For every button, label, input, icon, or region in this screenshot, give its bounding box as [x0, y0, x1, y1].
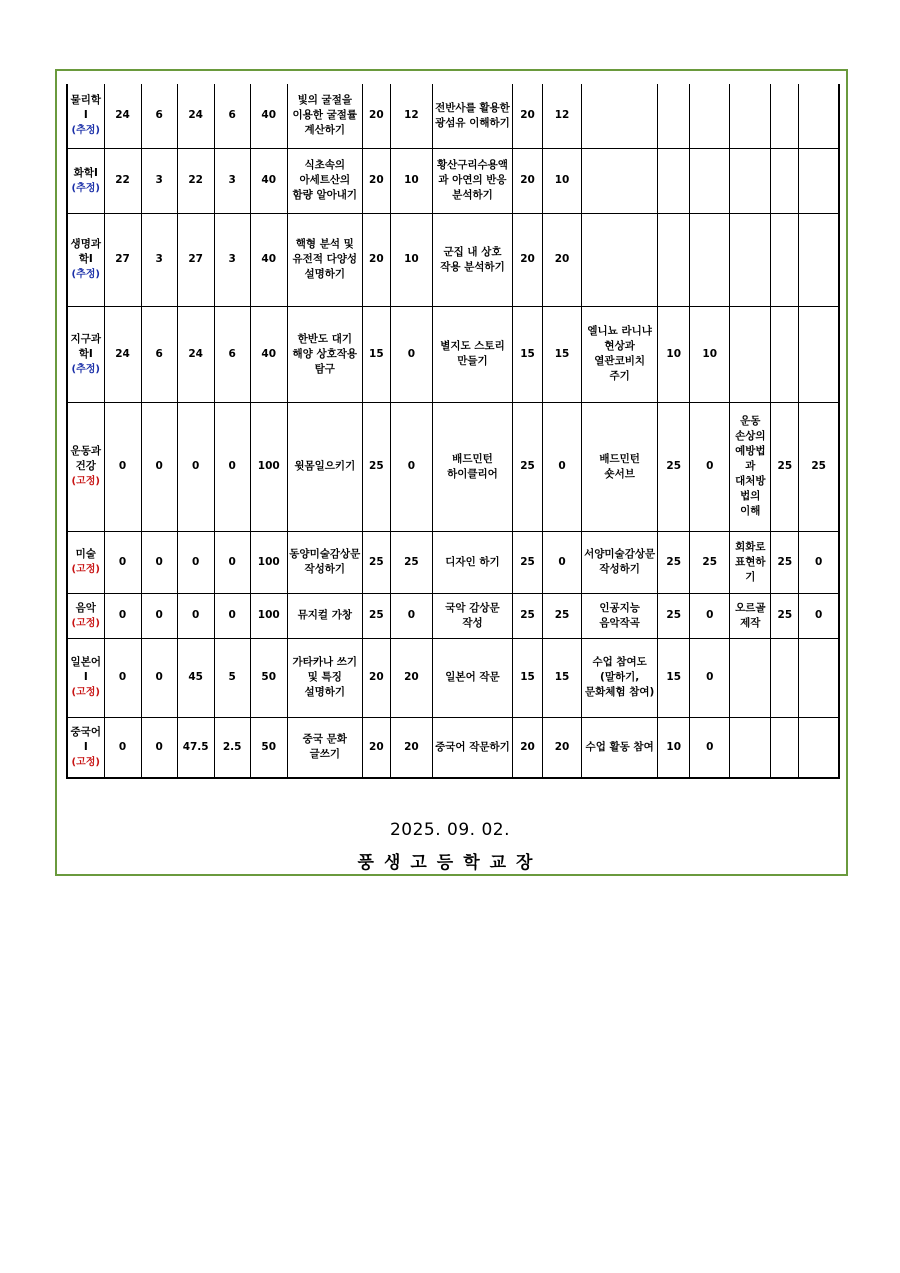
activity-cell: 동양미술감상문 작성하기: [287, 531, 362, 593]
ratio-cell: 3: [141, 148, 177, 213]
ratio-cell: 0: [141, 402, 177, 531]
score-cell: 15: [362, 306, 390, 402]
activity-cell: 전반사를 활용한 광섬유 이해하기: [432, 84, 512, 148]
evaluation-table: [66, 84, 840, 779]
ratio-cell: 24: [104, 84, 141, 148]
subject-tag: (고정): [71, 687, 100, 698]
score-cell: 20: [543, 213, 582, 306]
subject-name: 운동과 건강: [70, 445, 101, 472]
ratio-cell: 27: [177, 213, 214, 306]
activity-cell: 배드민턴 숏서브: [582, 402, 658, 531]
ratio-cell: 22: [177, 148, 214, 213]
ratio-cell: 0: [177, 593, 214, 638]
activity-cell: 수업 참여도(말하기, 문화체험 참여): [582, 638, 658, 717]
activity-cell: 윗몸일으키기: [287, 402, 362, 531]
activity-cell: 핵형 분석 및 유전적 다양성 설명하기: [287, 213, 362, 306]
table-row: [67, 402, 839, 531]
subject-cell: [67, 402, 104, 531]
activity-cell: 뮤지컬 가창: [287, 593, 362, 638]
score-cell: [799, 638, 839, 717]
ratio-cell: 0: [104, 638, 141, 717]
ratio-cell: 22: [104, 148, 141, 213]
ratio-cell: 6: [214, 84, 250, 148]
score-cell: 20: [390, 638, 432, 717]
score-cell: 15: [543, 306, 582, 402]
subject-tag: (고정): [71, 476, 100, 487]
score-cell: 25: [658, 402, 690, 531]
score-cell: 20: [362, 148, 390, 213]
score-cell: 20: [362, 717, 390, 778]
score-cell: [771, 84, 799, 148]
activity-cell: 한반도 대기 해양 상호작용 탐구: [287, 306, 362, 402]
subject-tag: (고정): [71, 756, 100, 768]
score-cell: [799, 306, 839, 402]
activity-cell: [730, 306, 771, 402]
ratio-cell: 50: [250, 717, 287, 778]
subject-cell: [67, 148, 104, 213]
activity-cell: 중국 문화 글쓰기: [287, 717, 362, 778]
ratio-cell: 100: [250, 402, 287, 531]
score-cell: 25: [658, 531, 690, 593]
score-cell: 15: [513, 306, 543, 402]
score-cell: 20: [362, 213, 390, 306]
score-cell: 25: [771, 531, 799, 593]
subject-name: 음악: [75, 601, 96, 614]
ratio-cell: 6: [141, 306, 177, 402]
ratio-cell: 0: [214, 531, 250, 593]
score-cell: [690, 84, 730, 148]
subject-cell: [67, 84, 104, 148]
subject-tag: (추정): [71, 363, 100, 375]
ratio-cell: 3: [214, 213, 250, 306]
score-cell: 0: [390, 402, 432, 531]
activity-cell: [730, 148, 771, 213]
activity-cell: 황산구리수용액과 아연의 반응 분석하기: [432, 148, 512, 213]
table-row: [67, 638, 839, 717]
activity-cell: 별지도 스토리 만들기: [432, 306, 512, 402]
subject-cell: [67, 213, 104, 306]
ratio-cell: 47.5: [177, 717, 214, 778]
ratio-cell: 24: [177, 84, 214, 148]
score-cell: 20: [513, 717, 543, 778]
subject-tag: (고정): [71, 564, 100, 575]
activity-cell: [730, 638, 771, 717]
table-row: [67, 717, 839, 778]
score-cell: 0: [690, 717, 730, 778]
score-cell: 20: [362, 638, 390, 717]
score-cell: 20: [513, 148, 543, 213]
score-cell: [658, 148, 690, 213]
score-cell: 10: [658, 717, 690, 778]
table-row: [67, 148, 839, 213]
ratio-cell: 0: [177, 402, 214, 531]
subject-cell: [67, 531, 104, 593]
score-cell: 0: [390, 306, 432, 402]
activity-cell: [582, 213, 658, 306]
ratio-cell: 50: [250, 638, 287, 717]
score-cell: 0: [799, 531, 839, 593]
subject-tag: (고정): [71, 617, 100, 629]
ratio-cell: 0: [141, 593, 177, 638]
ratio-cell: 0: [214, 402, 250, 531]
table-row: [67, 531, 839, 593]
activity-cell: 운동 손상의 예방법과 대처방법의 이해: [730, 402, 771, 531]
score-cell: [799, 148, 839, 213]
ratio-cell: 0: [141, 638, 177, 717]
ratio-cell: 0: [104, 717, 141, 778]
ratio-cell: 40: [250, 306, 287, 402]
activity-cell: 국악 감상문 작성: [432, 593, 512, 638]
activity-cell: [582, 84, 658, 148]
activity-cell: [730, 717, 771, 778]
score-cell: [771, 717, 799, 778]
score-cell: 20: [513, 84, 543, 148]
subject-name: 생명과학Ⅰ: [70, 238, 101, 265]
subject-cell: [67, 717, 104, 778]
score-cell: [771, 213, 799, 306]
activity-cell: [730, 213, 771, 306]
activity-cell: 디자인 하기: [432, 531, 512, 593]
score-cell: [799, 84, 839, 148]
ratio-cell: 0: [104, 593, 141, 638]
table-row: [67, 84, 839, 148]
subject-tag: (추정): [71, 125, 100, 137]
school-principal: 풍생고등학교장: [357, 853, 543, 873]
score-cell: 12: [543, 84, 582, 148]
activity-cell: 배드민턴 하이클리어: [432, 402, 512, 531]
score-cell: 10: [658, 306, 690, 402]
subject-name: 화학Ⅰ: [73, 166, 98, 179]
ratio-cell: 24: [104, 306, 141, 402]
score-cell: [771, 148, 799, 213]
score-cell: 0: [799, 593, 839, 638]
activity-cell: 중국어 작문하기: [432, 717, 512, 778]
ratio-cell: 40: [250, 84, 287, 148]
score-cell: 15: [658, 638, 690, 717]
ratio-cell: 45: [177, 638, 214, 717]
ratio-cell: 0: [104, 531, 141, 593]
subject-tag: (추정): [71, 269, 100, 280]
score-cell: 25: [771, 593, 799, 638]
score-cell: 10: [390, 213, 432, 306]
score-cell: 25: [543, 593, 582, 638]
score-cell: 20: [543, 717, 582, 778]
activity-cell: 군집 내 상호 작용 분석하기: [432, 213, 512, 306]
ratio-cell: 5: [214, 638, 250, 717]
issue-date: 2025. 09. 02.: [389, 820, 511, 840]
activity-cell: [730, 84, 771, 148]
subject-cell: [67, 306, 104, 402]
activity-cell: 오르골 제작: [730, 593, 771, 638]
activity-cell: 일본어 작문: [432, 638, 512, 717]
activity-cell: 인공지능 음악작곡: [582, 593, 658, 638]
table-row: [67, 306, 839, 402]
score-cell: 25: [690, 531, 730, 593]
subject-name: 일본어Ⅰ: [70, 656, 101, 683]
score-cell: [799, 213, 839, 306]
ratio-cell: 24: [177, 306, 214, 402]
activity-cell: 수업 활동 참여: [582, 717, 658, 778]
score-cell: 10: [690, 306, 730, 402]
score-cell: 20: [513, 213, 543, 306]
score-cell: [771, 306, 799, 402]
score-cell: 25: [658, 593, 690, 638]
ratio-cell: 100: [250, 593, 287, 638]
score-cell: [690, 213, 730, 306]
score-cell: 25: [362, 593, 390, 638]
subject-name: 물리학Ⅰ: [70, 94, 101, 122]
score-cell: 15: [513, 638, 543, 717]
ratio-cell: 0: [214, 593, 250, 638]
subject-name: 중국어Ⅰ: [70, 725, 101, 753]
score-cell: 25: [390, 531, 432, 593]
table-row: [67, 213, 839, 306]
ratio-cell: 3: [214, 148, 250, 213]
ratio-cell: 0: [141, 531, 177, 593]
score-cell: 0: [543, 531, 582, 593]
score-cell: 25: [513, 593, 543, 638]
ratio-cell: 6: [214, 306, 250, 402]
activity-cell: 서양미술감상문 작성하기: [582, 531, 658, 593]
subject-cell: [67, 638, 104, 717]
score-cell: 0: [390, 593, 432, 638]
score-cell: 25: [771, 402, 799, 531]
ratio-cell: 3: [141, 213, 177, 306]
score-cell: 10: [390, 148, 432, 213]
ratio-cell: 40: [250, 213, 287, 306]
ratio-cell: 100: [250, 531, 287, 593]
activity-cell: 빛의 굴절을 이용한 굴절률 계산하기: [287, 84, 362, 148]
subject-name: 미술: [75, 548, 96, 560]
score-cell: 0: [690, 402, 730, 531]
score-cell: 20: [390, 717, 432, 778]
score-cell: 20: [362, 84, 390, 148]
score-cell: 0: [690, 593, 730, 638]
score-cell: [799, 717, 839, 778]
score-cell: 15: [543, 638, 582, 717]
ratio-cell: 40: [250, 148, 287, 213]
activity-cell: 회화로 표현하기: [730, 531, 771, 593]
table-row: [67, 593, 839, 638]
score-cell: 25: [513, 531, 543, 593]
score-cell: [690, 148, 730, 213]
score-cell: [771, 638, 799, 717]
activity-cell: 가타카나 쓰기 및 특징 설명하기: [287, 638, 362, 717]
score-cell: 10: [543, 148, 582, 213]
score-cell: 25: [799, 402, 839, 531]
subject-tag: (추정): [71, 182, 100, 194]
ratio-cell: 0: [104, 402, 141, 531]
score-cell: 25: [362, 531, 390, 593]
subject-cell: [67, 593, 104, 638]
activity-cell: [582, 148, 658, 213]
subject-name: 지구과학Ⅰ: [70, 332, 101, 360]
ratio-cell: 0: [177, 531, 214, 593]
score-cell: [658, 213, 690, 306]
ratio-cell: 2.5: [214, 717, 250, 778]
activity-cell: 엘니뇨 라니냐 현상과 열관코비치 주기: [582, 306, 658, 402]
activity-cell: 식초속의 아세트산의 함량 알아내기: [287, 148, 362, 213]
score-cell: 25: [513, 402, 543, 531]
score-cell: 12: [390, 84, 432, 148]
score-cell: 0: [543, 402, 582, 531]
ratio-cell: 6: [141, 84, 177, 148]
score-cell: 25: [362, 402, 390, 531]
score-cell: 0: [690, 638, 730, 717]
ratio-cell: 0: [141, 717, 177, 778]
ratio-cell: 27: [104, 213, 141, 306]
score-cell: [658, 84, 690, 148]
